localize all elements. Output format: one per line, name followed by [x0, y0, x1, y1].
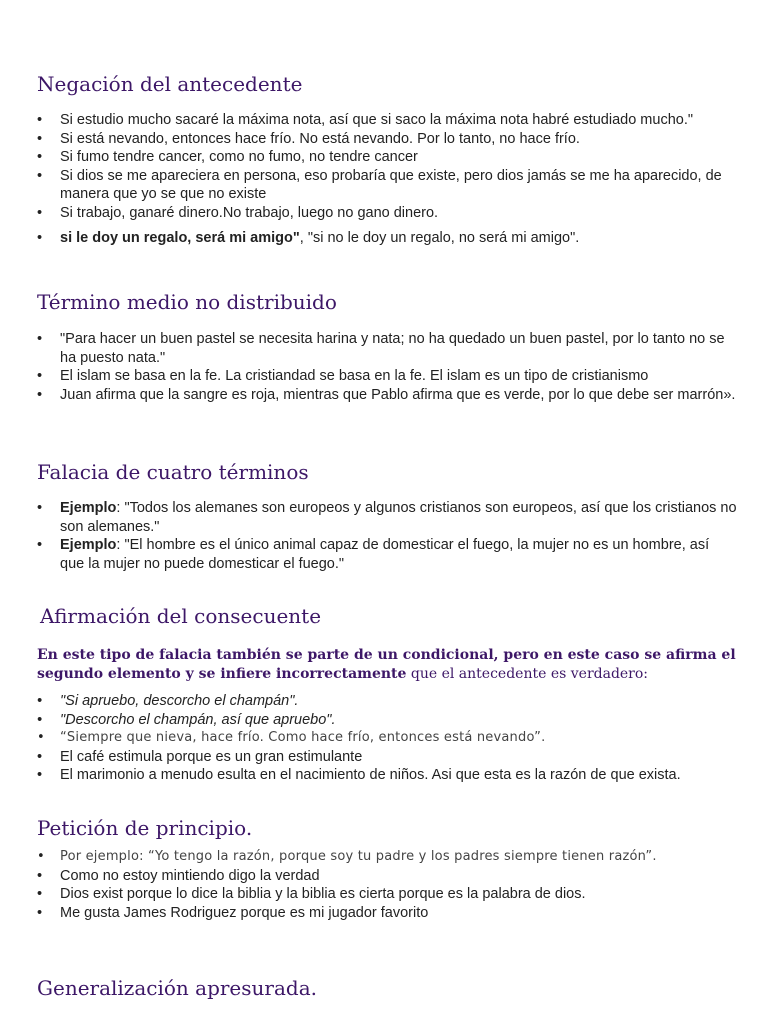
- list-cuatro-terminos: [37, 499, 737, 573]
- heading-cuatro-terminos: Falacia de cuatro términos: [37, 460, 309, 484]
- list-item: • Juan afirma que la sangre es roja, mientras que Pablo afirma que es verde, por lo que debe ser marrón».: [37, 386, 737, 405]
- intro-tail: que el antecedente es verdadero:: [406, 666, 649, 682]
- intro-bold: En este tipo de falacia también se parte de un condicional, pero en este caso se afirma el segundo elemento y se infiere incorrectamente: [37, 647, 736, 682]
- list-item-text: : "Todos los alemanes son europeos y algunos cristianos son europeos, así que los cristianos no son alemanes.": [60, 500, 737, 535]
- list-item-text: : "El hombre es el único animal capaz de domesticar el fuego, la mujer no es un hombre, así que la mujer no puede domesticar el fuego.": [60, 537, 710, 572]
- list-item: [37, 499, 737, 536]
- list-item: • Si trabajo, ganaré dinero.No trabajo, luego no gano dinero.: [37, 204, 737, 223]
- heading-generalizacion-apresurada: Generalización apresurada.: [37, 976, 317, 1000]
- example-label: Ejemplo: [60, 537, 117, 554]
- heading-negacion-antecedente: Negación del antecedente: [37, 72, 303, 96]
- list-item: • "Para hacer un buen pastel se necesita harina y nata; no ha quedado un buen pastel, por lo tanto no se ha puesto nata.": [37, 330, 737, 367]
- heading-termino-medio: Término medio no distribuido: [37, 290, 337, 314]
- list-termino-medio: [37, 330, 737, 404]
- list-item: • El marimonio a menudo esulta en el nacimiento de niños. Asi que esta es la razón de que exista.: [37, 766, 737, 785]
- list-negacion-antecedente: [37, 111, 737, 247]
- list-item: • Si dios se me apareciera en persona, eso probaría que existe, pero dios jamás se me ha aparecido, de manera que yo se que no existe: [37, 167, 737, 204]
- list-item: • Me gusta James Rodriguez porque es mi jugador favorito: [37, 904, 737, 923]
- list-item: • Si estudio mucho sacaré la máxima nota, así que si saco la máxima nota habré estudiado mucho.": [37, 111, 737, 130]
- section-intro: [37, 646, 737, 684]
- list-item: • El café estimula porque es un gran estimulante: [37, 748, 737, 767]
- list-item: [37, 229, 737, 248]
- list-item: • Si está nevando, entonces hace frío. No está nevando. Por lo tanto, no hace frío.: [37, 130, 737, 149]
- heading-afirmacion-consecuente: Afirmación del consecuente: [40, 604, 322, 628]
- list-item: • “Siempre que nieva, hace frío. Como hace frío, entonces está nevando”.: [37, 729, 737, 748]
- list-item-text: , "si no le doy un regalo, no será mi amigo".: [299, 229, 580, 246]
- list-item: • "Descorcho el champán, así que apruebo".: [37, 711, 737, 730]
- list-item: • Como no estoy mintiendo digo la verdad: [37, 867, 737, 886]
- heading-peticion-principio: Petición de principio.: [37, 816, 253, 840]
- list-item: • Dios exist porque lo dice la biblia y la biblia es cierta porque es la palabra de dios.: [37, 885, 737, 904]
- list-afirmacion-consecuente: [37, 692, 737, 785]
- list-item: • Si fumo tendre cancer, como no fumo, no tendre cancer: [37, 148, 737, 167]
- list-item: • Por ejemplo: “Yo tengo la razón, porque soy tu padre y los padres siempre tienen razón”.: [37, 848, 737, 867]
- list-peticion-principio: [37, 848, 737, 922]
- bold-text: si le doy un regalo, será mi amigo": [60, 229, 300, 246]
- example-label: Ejemplo: [60, 500, 117, 516]
- list-item: • El islam se basa en la fe. La cristiandad se basa en la fe. El islam es un tipo de cristianismo: [37, 367, 737, 386]
- list-item: [37, 536, 737, 573]
- list-item: • "Si apruebo, descorcho el champán".: [37, 692, 737, 711]
